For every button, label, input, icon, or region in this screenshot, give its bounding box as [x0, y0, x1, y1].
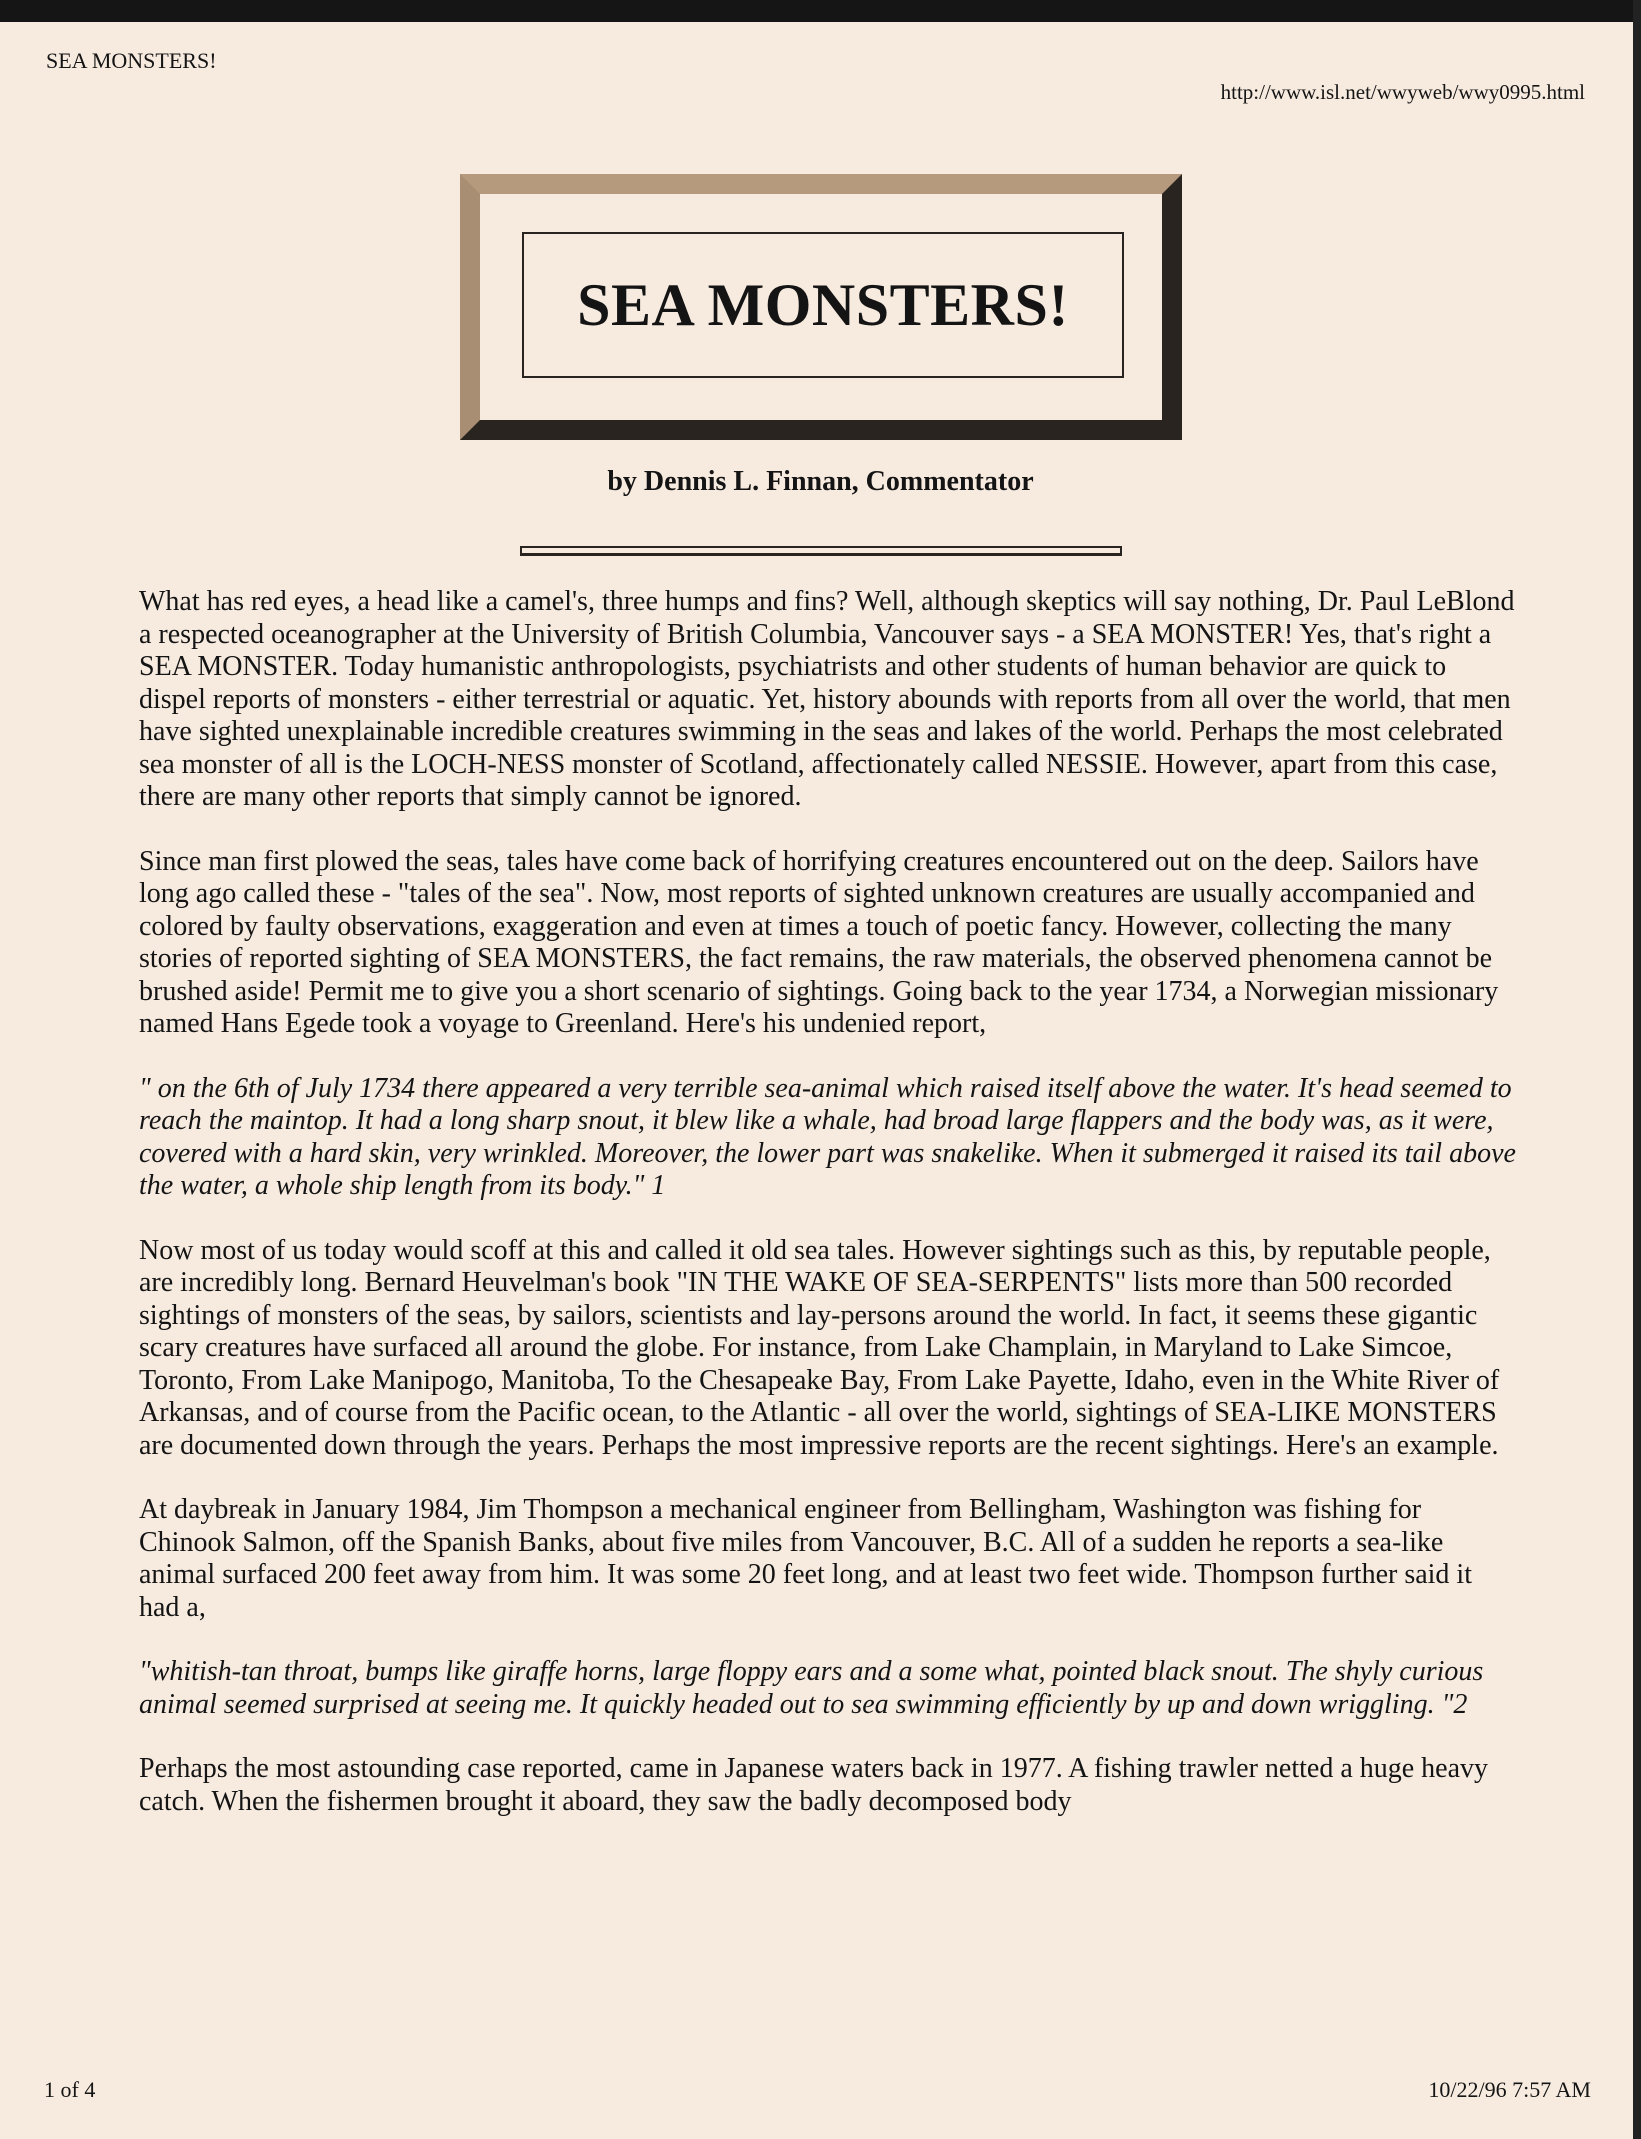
scan-edge-top [0, 0, 1641, 22]
horizontal-rule [520, 546, 1122, 556]
scan-edge-right [1633, 0, 1641, 2139]
paragraph: At daybreak in January 1984, Jim Thompson a mechanical engineer from Bellingham, Washington was fishing for Chinook Salmon, off the Spanish Banks, about five miles from Vancouver, B.C. All of a sudden he reports a sea-like animal surfaced 200 feet away from him. It was some 20 feet long, and at least two feet wide. Thompson further said it had a, [139, 1494, 1472, 1623]
block-quote: "whitish-tan throat, bumps like giraffe horns, large floppy ears and a some what, pointed black snout. The shyly curious animal seemed surprised at seeing me. It quickly headed out to sea swimming efficiently by up and down wriggling. "2 [139, 1656, 1484, 1720]
footer-page-number: 1 of 4 [44, 2077, 96, 2102]
article-title: SEA MONSTERS! [577, 271, 1069, 338]
paragraph: Perhaps the most astounding case reported, came in Japanese waters back in 1977. A fishing trawler netted a huge heavy catch. When the fishermen brought it aboard, they saw the badly decomposed body [139, 1753, 1489, 1817]
byline: by Dennis L. Finnan, Commentator [607, 466, 1034, 497]
paragraph: Since man first plowed the seas, tales have come back of horrifying creatures encountered out on the deep. Sailors have long ago called these - "tales of the sea". Now, most reports of sighted unknown creatures are usually accompanied and colored by faulty observations, exaggeration and even at times a touch of poetic fancy. However, collecting the many stories of reported sighting of SEA MONSTERS, the fact remains, the raw materials, the observed phenomena cannot be brushed aside! Permit me to give you a short scenario of sightings. Going back to the year 1734, a Norwegian missionary named Hans Egede took a voyage to Greenland. Here's his undenied report, [139, 845, 1499, 1039]
paragraph: Now most of us today would scoff at this and called it old sea tales. However sightings such as this, by reputable people, are incredibly long. Bernard Heuvelman's book "IN THE WAKE OF SEA-SERPENTS" lists more than 500 recorded sightings of monsters of the seas, by sailors, scientists and lay-persons around the world. In fact, it seems these gigantic scary creatures have surfaced all around the globe. For instance, from Lake Champlain, in Maryland to Lake Simcoe, Toronto, From Lake Manipogo, Manitoba, To the Chesapeake Bay, From Lake Payette, Idaho, even in the White River of Arkansas, and of course from the Pacific ocean, to the Atlantic - all over the world, sightings of SEA-LIKE MONSTERS are documented down through the years. Perhaps the most impressive reports are the recent sightings. Here's an example. [139, 1234, 1500, 1461]
block-quote: " on the 6th of July 1734 there appeared a very terrible sea-animal which raised itself above the water. It's head seemed to reach the maintop. It had a long sharp snout, it blew like a whale, had broad large flappers and the body was, as it were, covered with a hard skin, very wrinkled. Moreover, the lower part was snakelike. When it submerged it raised its tail above the water, a whole ship length from its body." 1 [139, 1072, 1516, 1201]
header-url: http://www.isl.net/wwyweb/wwy0995.html [1220, 80, 1585, 104]
article-body [139, 586, 1519, 1850]
header-page-title: SEA MONSTERS! [46, 48, 217, 73]
title-frame [460, 174, 1182, 440]
title-box [522, 232, 1124, 378]
footer-timestamp: 10/22/96 7:57 AM [1428, 2077, 1591, 2102]
paragraph: What has red eyes, a head like a camel's, three humps and fins? Well, although skeptics will say nothing, Dr. Paul LeBlond a respected oceanographer at the University of British Columbia, Vancouver says - a SEA MONSTER! Yes, that's right a SEA MONSTER. Today humanistic anthropologists, psychiatrists and other students of human behavior are quick to dispel reports of monsters - either terrestrial or aquatic. Yet, history abounds with reports from all over the world, that men have sighted unexplainable incredible creatures swimming in the seas and lakes of the world. Perhaps the most celebrated sea monster of all is the LOCH-NESS monster of Scotland, affectionately called NESSIE. However, apart from this case, there are many other reports that simply cannot be ignored. [139, 586, 1515, 812]
